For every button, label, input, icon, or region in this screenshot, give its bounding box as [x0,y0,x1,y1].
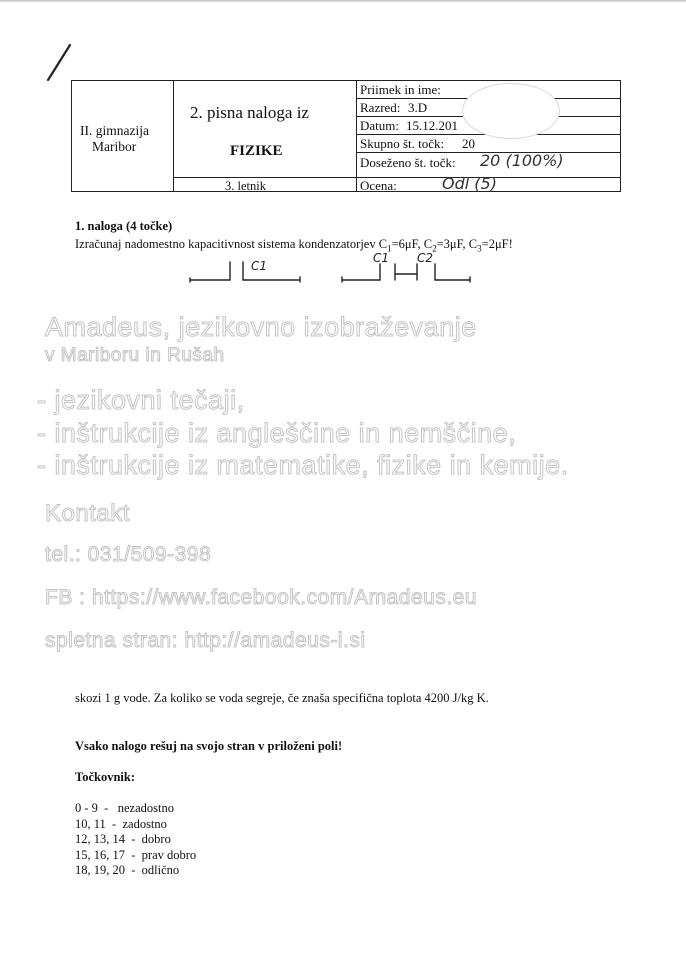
instruction-text: Vsako nalogo rešuj na svojo stran v priloženi poli! [75,739,343,753]
scale-row: 15, 16, 17 - prav dobro [75,847,197,862]
scale-row: 0 - 9 - nezadostno [75,801,174,815]
field-class-label: Razred: [360,100,401,115]
scale-heading: Točkovnik: [75,770,135,784]
field-date-label: Datum: [360,118,399,133]
task1-text: Izračunaj nadomestno kapacitivnost sistema kondenzatorjev $C_1=6\mu F$, $C_2=3\mu F$, $C_3=2\mu F$! [75,237,513,254]
diagram-label-c2: C2 [417,252,434,265]
exam-year: 3. letnik [225,179,266,193]
task1-heading: 1. naloga (4 točke) [75,219,173,233]
scale-row: 10, 11 - zadostno [75,816,167,831]
field-total-label: Skupno št. točk: [360,136,445,151]
school-name-line1: II. gimnazija [80,123,149,138]
school-name-line2: Maribor [92,139,137,154]
field-grade-label: Ocena: [360,178,397,193]
field-class-value: 3.D [408,100,428,115]
field-achieved-label: Doseženo št. točk: [360,155,456,170]
diagram-label-c1b: C1 [373,252,390,265]
watermark-line5: - inštrukcije iz matematike, fizike in kemije. [37,450,569,480]
exam-subject: FIZIKE [230,143,283,159]
watermark-line1: Amadeus, jezikovno izobraževanje [45,312,477,342]
exam-title: 2. pisna naloga iz [190,103,309,122]
watermark-line6: Kontakt [45,500,130,527]
field-name-label: Priimek in ime: [360,82,441,97]
redaction-blob [462,83,560,139]
watermark-line8: FB : https://www.facebook.com/Amadeus.eu [45,586,478,609]
capacitor-diagram [185,252,485,284]
header-table [71,80,621,192]
scan-edge [0,0,686,3]
watermark-line7: tel.: 031/509-398 [45,543,212,566]
field-achieved-value: 20 (100%) [480,151,564,170]
scale-list [75,801,196,879]
watermark-line4: - inštrukcije iz angleščine in nemščine, [37,418,517,448]
watermark-line9: spletna stran: http://amadeus-i.si [45,629,366,652]
watermark-line2: v Mariboru in Rušah [45,345,225,366]
pen-stroke-mark [40,40,80,85]
diagram-label-c1a: C1 [251,259,268,273]
field-grade-value: Odl (5) [442,174,497,193]
watermark-line3: - jezikovni tečaji, [37,385,245,415]
scale-row: 18, 19, 20 - odlično [75,863,180,878]
task-fragment: skozi 1 g vode. Za koliko se voda segreje, če znaša specifična toplota 4200 J/kg K. [75,691,489,705]
field-total-value: 20 [462,136,475,151]
field-date-value: 15.12.201 [406,118,458,133]
scale-row: 12, 13, 14 - dobro [75,832,171,847]
